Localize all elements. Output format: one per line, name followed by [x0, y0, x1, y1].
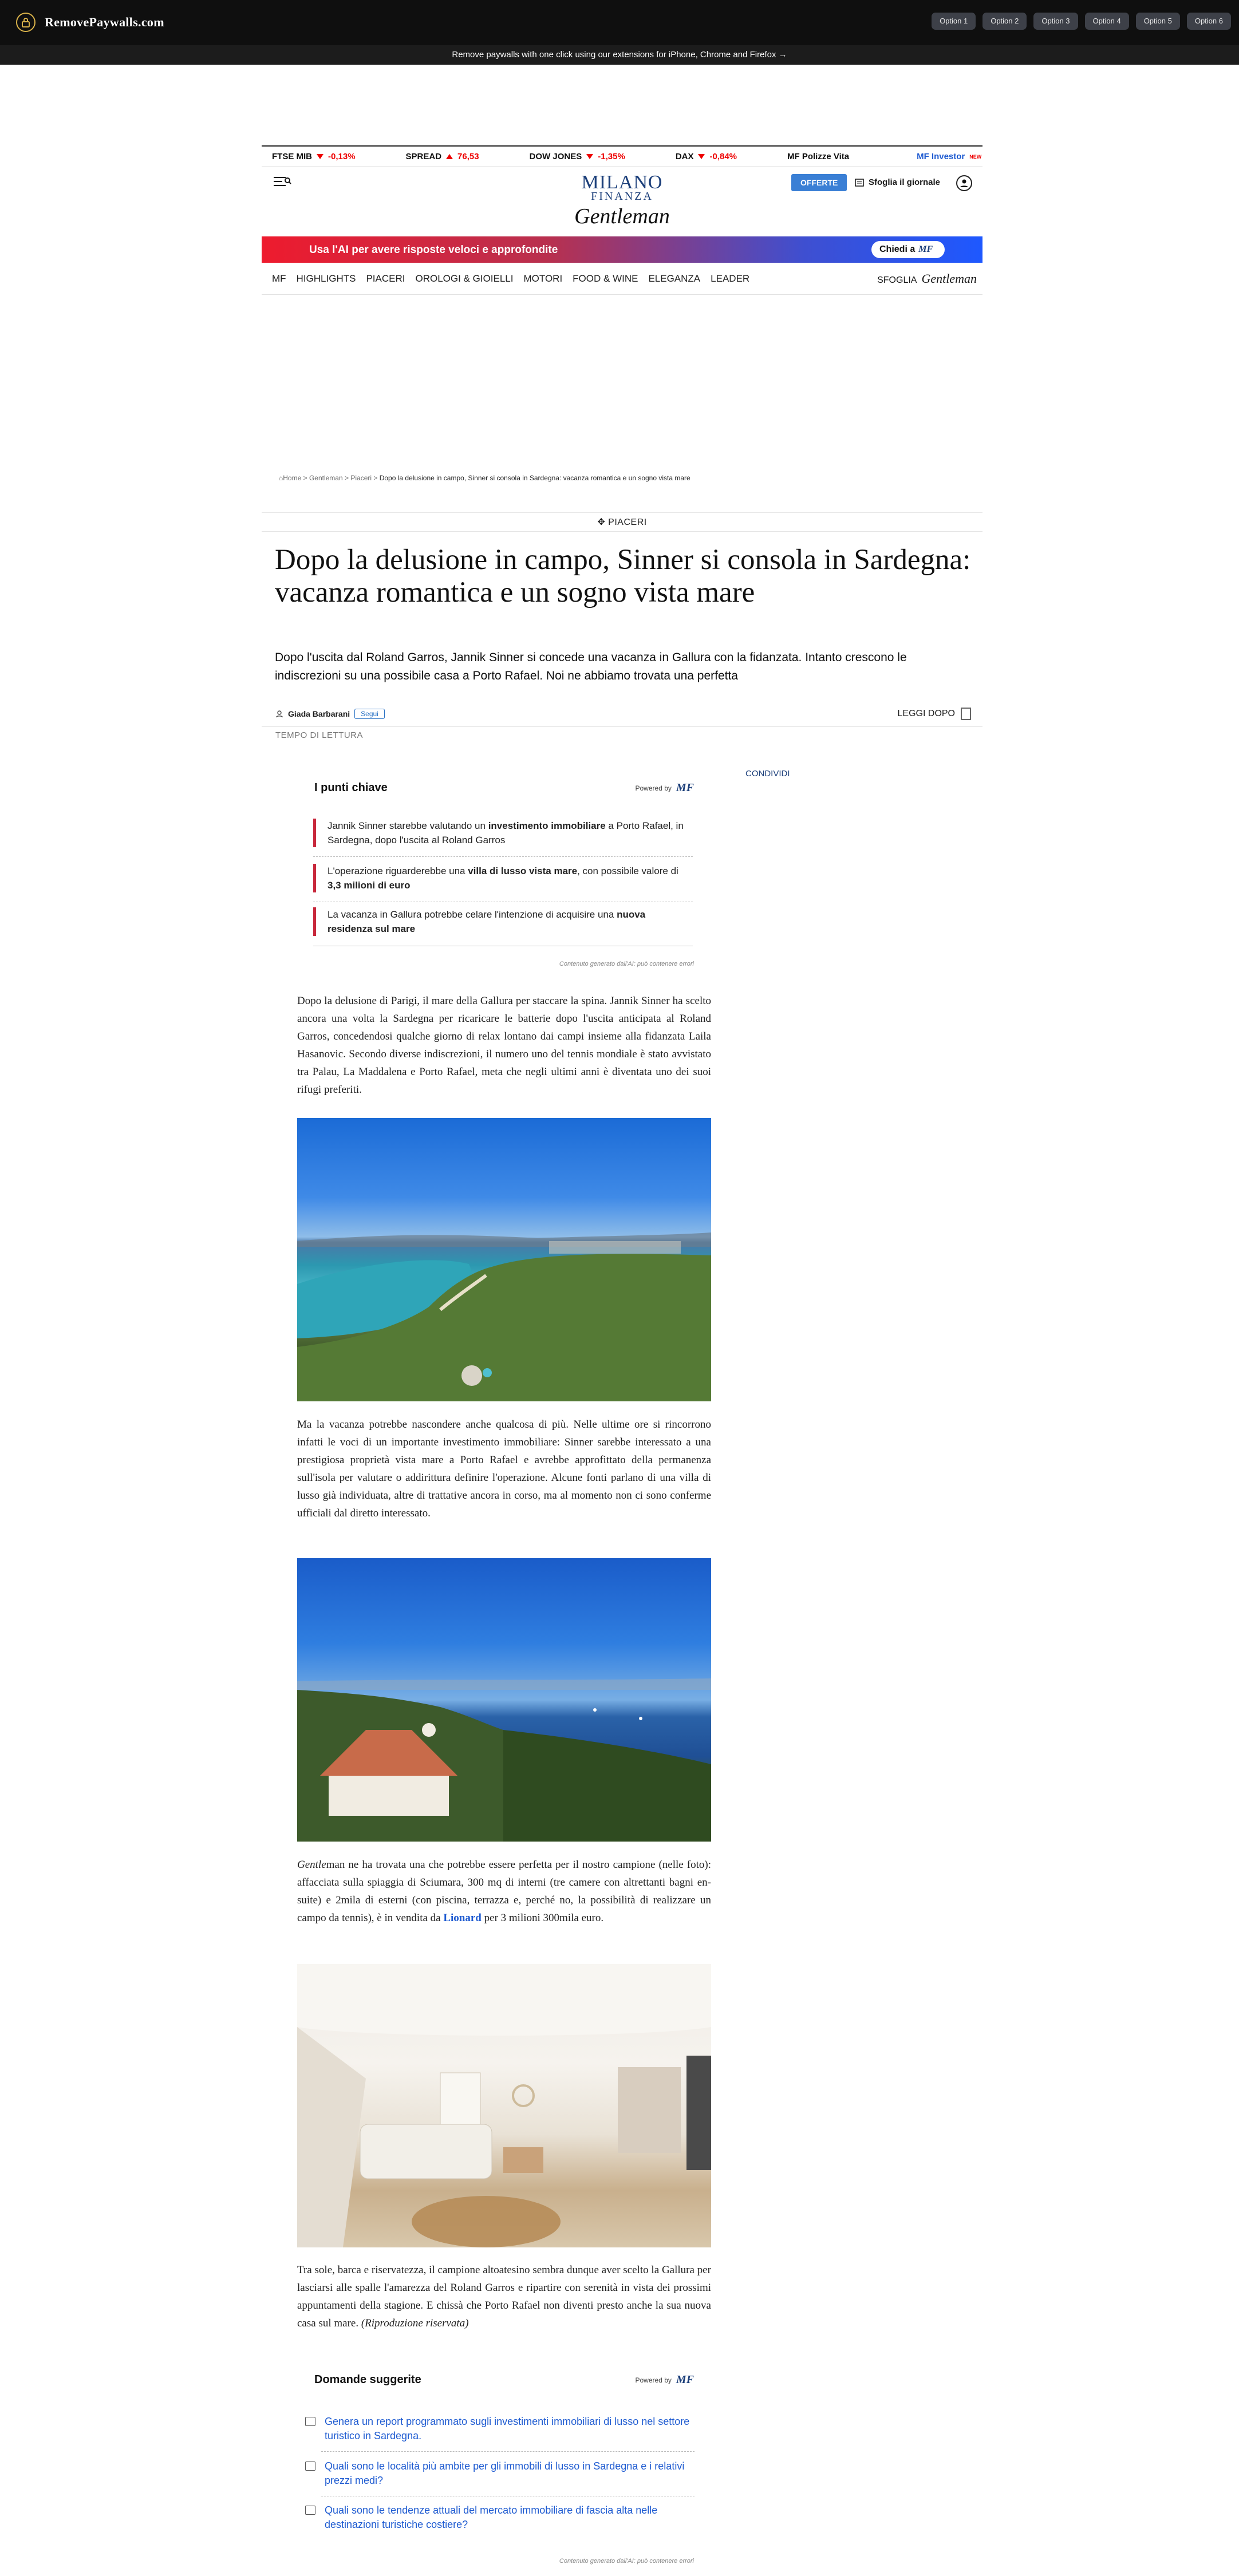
article-photo-villa	[297, 1558, 711, 1842]
down-arrow-icon	[586, 154, 593, 159]
suggested-questions-box	[297, 2373, 711, 2568]
brand-logo[interactable]	[16, 13, 164, 32]
ai-banner-text: Usa l'AI per avere risposte veloci e approfondite	[309, 244, 558, 256]
user-account-icon[interactable]	[956, 175, 972, 191]
option-buttons	[932, 13, 1231, 30]
newspaper-icon	[855, 178, 864, 187]
new-badge: NEW	[969, 153, 982, 160]
option-6-button[interactable]: Option 6	[1187, 13, 1231, 30]
read-later-button[interactable]: LEGGI DOPO	[898, 708, 971, 720]
article-paragraph: Ma la vacanza potrebbe nascondere anche qualcosa di più. Nelle ultime ore si rincorrono infatti le voci di un importante investimento immobiliare: Sinner sarebbe interessato a una prestigiosa proprietà vista mare a Porto Rafael e avrebbe approfittato della permanenza sull'isola per valutare o addirittura definire l'operazione. Alcune fonti parlano di una villa di lusso già individuata, altre di trattative ancora in corso, ma al momento non ci sono conferme ufficiali dal diretto interessato.	[297, 1419, 711, 1519]
polizze-link[interactable]: MF Polizze Vita	[787, 152, 850, 161]
breadcrumb-home[interactable]: Home	[283, 474, 302, 482]
nav-item-leader[interactable]: LEADER	[711, 272, 750, 284]
article-title: Dopo la delusione in campo, Sinner si consola in Sardegna: vacanza romantica e un sogno vista mare	[275, 544, 971, 609]
follow-button[interactable]: Segui	[354, 709, 385, 719]
category-label[interactable]: ✥ PIACERI	[262, 512, 982, 532]
author	[275, 709, 385, 719]
powered-by-mf: Powered by MF	[635, 781, 694, 794]
author-name[interactable]: Giada Barbarani	[288, 709, 350, 718]
article-paragraph: Dopo la delusione di Parigi, il mare della Gallura per staccare la spina. Jannik Sinner ha scelto ancora una volta la Sardegna per ricaricare le batterie dopo l'uscita anticipata al Roland Garros, concedendosi qualche giorno di relax lontano dai campi insieme alla fidanzata Laila Hasanovic. Secondo diverse indiscrezioni, il numero uno del tennis mondiale è stato avvistato tra Palau, La Maddalena e Porto Rafael, meta che negli ultimi anni è diventata uno dei suoi rifugi preferiti.	[297, 995, 711, 1096]
lock-icon	[16, 13, 35, 32]
ticker-item[interactable]: FTSE MIB -0,13%	[272, 152, 356, 161]
key-point: Jannik Sinner starebbe valutando un investimento immobiliare a Porto Rafael, in Sardegna, dopo l'uscita al Roland Garros	[313, 819, 693, 847]
nav-item-motori[interactable]: MOTORI	[523, 272, 563, 284]
option-3-button[interactable]: Option 3	[1033, 13, 1078, 30]
nav-item-eleganza[interactable]: ELEGANZA	[648, 272, 701, 284]
compass-icon: ✥	[597, 517, 606, 527]
breadcrumb-current: Dopo la delusione in campo, Sinner si consola in Sardegna: vacanza romantica e un sogno vista mare	[379, 474, 690, 482]
chat-icon	[305, 2417, 315, 2426]
ticker-item[interactable]: DOW JONES -1,35%	[529, 152, 625, 161]
nav-item-food-wine[interactable]: FOOD & WINE	[573, 272, 638, 284]
key-point: La vacanza in Gallura potrebbe celare l'intenzione di acquisire una nuova residenza sul mare	[313, 907, 693, 936]
milano-finanza-logo[interactable]: MILANO FINANZA	[581, 172, 663, 203]
share-label[interactable]: CONDIVIDI	[745, 769, 790, 779]
article-photo-interior	[297, 1964, 711, 2247]
extension-topbar	[0, 0, 1239, 45]
byline	[262, 704, 982, 727]
article-paragraph: Gentleman ne ha trovata una che potrebbe essere perfetta per il nostro campione (nelle foto): affacciata sulla spiaggia di Sciumara, 300 mq di interni (tre camere con altrettanti bagni en-suite) e 2mila di esterni (con piscina, terrazza e, perché no, la possibilità di realizzare un campo da tennis), è in vendita da Lionard per 3 milioni 300mila euro.	[297, 1859, 711, 1924]
ai-disclaimer: Contenuto generato dall'AI: può contenere errori	[559, 961, 694, 967]
offerte-button[interactable]: OFFERTE	[791, 174, 847, 191]
article-paragraph: Tra sole, barca e riservatezza, il campione altoatesino sembra dunque aver scelto la Gallura per lasciarsi alle spalle l'amarezza del Roland Garros e ripartire con serenità in vista dei prossimi appuntamenti della stagione. E chissà che Porto Rafael non diventi presto anche la sua nuova casa sul mare. (Riproduzione riservata)	[297, 2264, 711, 2329]
article-subtitle: Dopo l'uscita dal Roland Garros, Jannik Sinner si concede una vacanza in Gallura con la fidanzata. Intanto crescono le indiscrezioni su una possibile casa a Porto Rafael. Noi ne abbiamo trovata una perfetta	[275, 651, 907, 682]
lionard-link[interactable]: Lionard	[443, 1912, 482, 1924]
powered-by-mf: Powered by MF	[635, 2373, 694, 2386]
nav-item-orologi-gioielli[interactable]: OROLOGI & GIOIELLI	[415, 272, 514, 284]
key-points-title: I punti chiave	[314, 781, 388, 794]
key-point: L'operazione riguarderebbe una villa di lusso vista mare, con possibile valore di 3,3 milioni di euro	[313, 864, 693, 892]
sfoglia-giornale-link[interactable]: Sfoglia il giornale	[855, 174, 940, 191]
option-2-button[interactable]: Option 2	[982, 13, 1027, 30]
up-arrow-icon	[446, 154, 453, 159]
breadcrumb-gentleman[interactable]: Gentleman	[309, 474, 343, 482]
nav-item-mf[interactable]: MF	[272, 272, 286, 284]
option-1-button[interactable]: Option 1	[932, 13, 976, 30]
ai-disclaimer: Contenuto generato dall'AI: può contenere errori	[559, 2558, 694, 2565]
down-arrow-icon	[317, 154, 323, 159]
down-arrow-icon	[698, 154, 705, 159]
suggested-questions-title: Domande suggerite	[314, 2373, 421, 2386]
gentleman-logo[interactable]: Gentleman	[574, 204, 670, 228]
ai-banner	[262, 236, 982, 263]
suggested-question[interactable]: Quali sono le tendenze attuali del mercato immobiliare di fascia alta nelle destinazioni turistiche costiere?	[305, 2503, 695, 2532]
brand-name: RemovePaywalls.com	[45, 15, 164, 29]
breadcrumb: ⌂Home > Gentleman > Piaceri > Dopo la delusione in campo, Sinner si consola in Sardegna: vacanza romantica e un sogno vista mare	[279, 474, 690, 482]
sfoglia-gentleman-link[interactable]: SFOGLIA Gentleman	[877, 271, 977, 286]
breadcrumb-piaceri[interactable]: Piaceri	[350, 474, 372, 482]
home-icon[interactable]: ⌂	[279, 474, 283, 482]
author-icon	[275, 710, 283, 718]
article-photo-coast	[297, 1118, 711, 1401]
ticker-item[interactable]: DAX -0,84%	[675, 152, 737, 161]
market-ticker	[262, 145, 982, 167]
suggested-question[interactable]: Genera un report programmato sugli investimenti immobiliari di lusso nel settore turistico in Sardegna.	[305, 2415, 695, 2443]
suggested-question[interactable]: Quali sono le località più ambite per gli immobili di lusso in Sardegna e i relativi prezzi medi?	[305, 2459, 695, 2488]
reading-time: TEMPO DI LETTURA	[275, 730, 364, 740]
ticker-item[interactable]: SPREAD 76,53	[405, 152, 479, 161]
mf-investor-link[interactable]: MF Investor NEW	[917, 152, 982, 161]
chat-icon	[305, 2462, 315, 2471]
nav-item-piaceri[interactable]: PIACERI	[366, 272, 405, 284]
masthead	[262, 167, 982, 236]
main-nav	[262, 263, 982, 295]
option-5-button[interactable]: Option 5	[1136, 13, 1180, 30]
bookmark-icon	[961, 708, 971, 720]
promo-banner[interactable]: Remove paywalls with one click using our extensions for iPhone, Chrome and Firefox →	[0, 45, 1239, 65]
nav-item-highlights[interactable]: HIGHLIGHTS	[296, 272, 356, 284]
chat-icon	[305, 2506, 315, 2515]
chiedi-a-mf-button[interactable]: Chiedi a MF	[871, 241, 945, 258]
option-4-button[interactable]: Option 4	[1085, 13, 1129, 30]
